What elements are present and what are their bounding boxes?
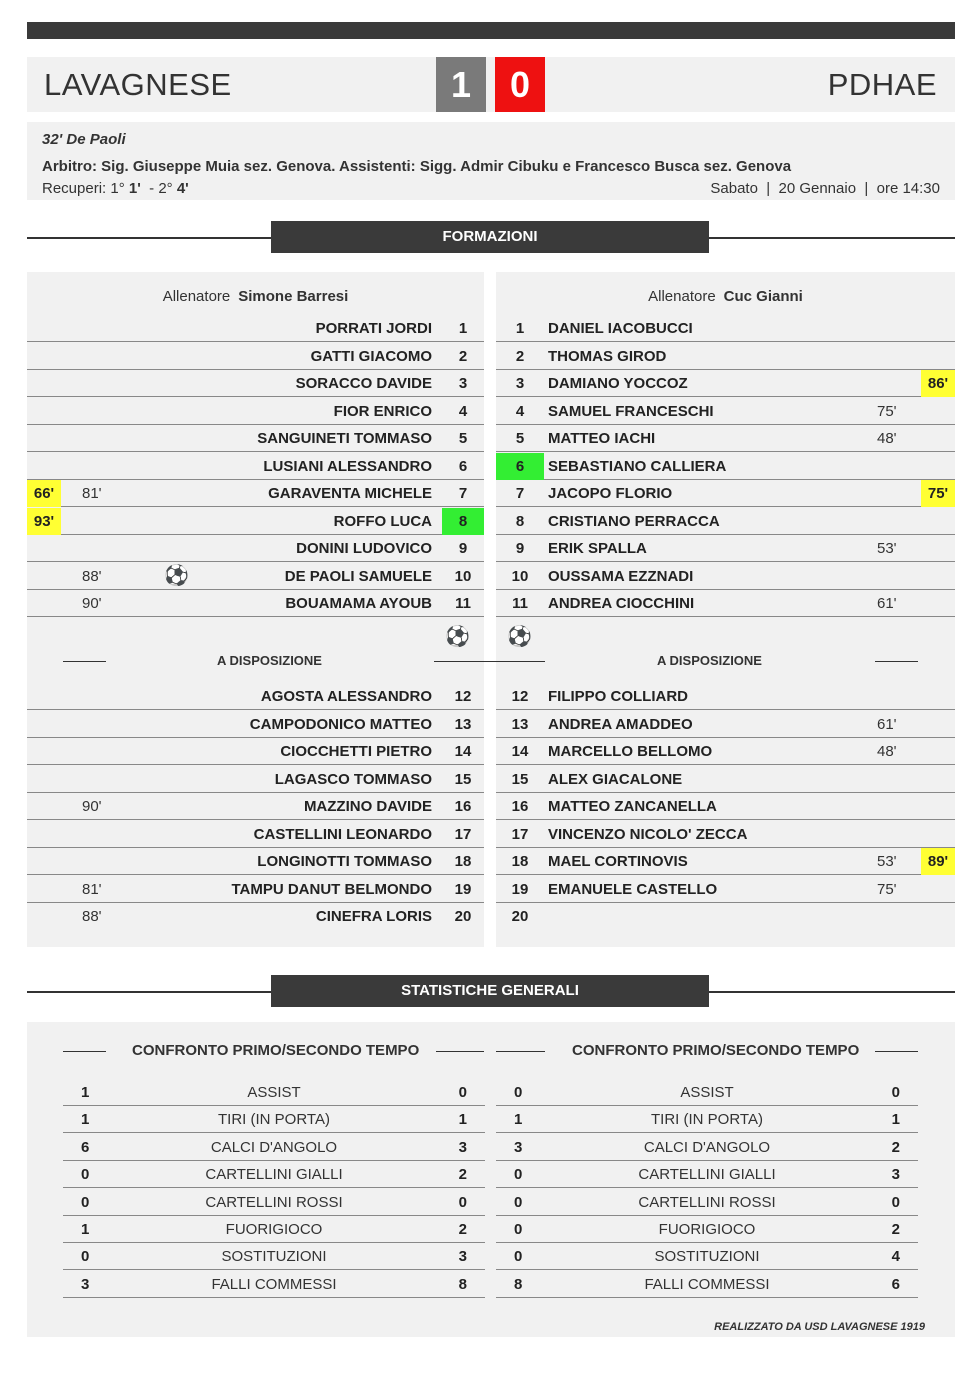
player-name: MATTEO IACHI: [548, 430, 656, 447]
home-bench-heading: A DISPOSIZIONE: [217, 653, 322, 668]
divider-dash: [875, 1051, 918, 1052]
stat-first-half: 1: [514, 1111, 523, 1129]
player-row: [496, 453, 955, 480]
stat-first-half: 0: [514, 1084, 523, 1101]
player-row: [496, 480, 955, 507]
player-number: 13: [454, 715, 472, 733]
substitution-minute: 88': [82, 567, 102, 585]
yellow-card-minute: 89': [921, 848, 955, 875]
substitution-minute: 61': [877, 595, 897, 612]
player-name: MARCELLO BELLOMO: [548, 743, 713, 760]
player-number: 8: [515, 512, 525, 530]
stat-row: [63, 1271, 485, 1298]
substitution-minute: 48': [877, 430, 897, 447]
player-number: 19: [511, 880, 529, 898]
player-number: 6: [496, 453, 544, 480]
home-score: 1: [436, 57, 486, 112]
stat-first-half: 6: [81, 1138, 90, 1156]
player-row: [27, 821, 484, 848]
player-name: ROFFO LUCA: [333, 512, 432, 530]
player-row: [27, 590, 484, 617]
player-name: DONINI LUDOVICO: [296, 540, 432, 557]
stat-label: FUORIGIOCO: [225, 1221, 323, 1238]
player-row: [496, 821, 955, 848]
player-row: [27, 848, 484, 875]
player-number: 3: [515, 375, 525, 392]
section-title-formazioni: FORMAZIONI: [271, 221, 709, 253]
stat-first-half: 0: [514, 1248, 523, 1266]
stat-first-half: 0: [81, 1248, 90, 1266]
center-divider: [434, 661, 545, 662]
stat-label: ASSIST: [247, 1084, 301, 1101]
player-row: [27, 793, 484, 820]
player-row: [27, 563, 484, 590]
substitution-minute: 53': [877, 540, 897, 557]
player-number: 4: [458, 402, 468, 420]
away-coach-label: Allenatore: [648, 288, 716, 305]
player-row: [27, 370, 484, 397]
goal-scorers: 32' De Paoli: [42, 131, 126, 148]
player-row: [496, 766, 955, 793]
player-number: 3: [458, 375, 468, 392]
player-number: 20: [454, 908, 472, 925]
stat-row: [63, 1189, 485, 1216]
added-time: [42, 180, 189, 197]
stat-row: [63, 1134, 485, 1161]
stat-row: [496, 1271, 918, 1298]
player-number: 9: [515, 540, 525, 557]
stat-first-half: 0: [514, 1166, 523, 1184]
stat-row: [496, 1079, 918, 1106]
stat-second-half: 3: [891, 1166, 900, 1184]
player-number: 13: [511, 715, 529, 733]
stat-first-half: 3: [514, 1138, 523, 1156]
player-row: [496, 903, 955, 930]
added-time-label: Recuperi: 1°: [42, 180, 125, 197]
stat-row: [496, 1243, 918, 1270]
player-row: [27, 453, 484, 480]
player-row: [496, 508, 955, 535]
player-number: 18: [454, 853, 472, 870]
added-time-sep: - 2°: [149, 180, 173, 197]
stat-first-half: 0: [514, 1193, 523, 1211]
player-row: [27, 343, 484, 370]
stat-first-half: 1: [81, 1084, 90, 1101]
home-team-name: LAVAGNESE: [44, 67, 232, 102]
away-lineup-panel: [496, 272, 955, 947]
player-number: 14: [511, 743, 529, 760]
player-number: 11: [512, 595, 528, 612]
stat-row: [63, 1106, 485, 1133]
player-name: PORRATI JORDI: [315, 320, 432, 337]
divider-dash: [496, 1051, 545, 1052]
away-bench-heading: A DISPOSIZIONE: [657, 653, 762, 668]
player-name: CAMPODONICO MATTEO: [249, 715, 432, 733]
player-number: 15: [454, 770, 472, 788]
added-time-first: 1': [128, 180, 141, 197]
player-row: [496, 398, 955, 425]
divider-dash: [63, 1051, 106, 1052]
player-name: FIOR ENRICO: [333, 402, 432, 420]
footer-credit: REALIZZATO DA USD LAVAGNESE 1919: [714, 1321, 925, 1333]
player-number: 18: [511, 853, 529, 870]
home-coach-label: Allenatore: [162, 288, 231, 305]
player-row: [27, 425, 484, 452]
substitution-minute: 88': [82, 908, 102, 925]
player-number: 10: [454, 567, 472, 585]
substitution-minute: 81': [82, 880, 102, 898]
player-number: 2: [515, 347, 525, 365]
player-row: [496, 370, 955, 397]
yellow-card-minute: 93': [27, 508, 61, 535]
stat-second-half: 4: [891, 1248, 900, 1266]
player-row: [27, 508, 484, 535]
player-number: 14: [454, 743, 472, 760]
player-number: 5: [515, 430, 525, 447]
player-row: [496, 590, 955, 617]
player-number: 5: [458, 430, 468, 447]
player-name: VINCENZO NICOLO' ZECCA: [548, 825, 748, 843]
player-name: SAMUEL FRANCESCHI: [548, 402, 714, 420]
player-name: GARAVENTA MICHELE: [268, 485, 432, 502]
stat-row: [63, 1161, 485, 1188]
divider-dash: [436, 1051, 484, 1052]
stat-first-half: 0: [514, 1221, 523, 1238]
player-row: [496, 848, 955, 875]
player-row: [27, 683, 484, 710]
stat-second-half: 3: [458, 1248, 467, 1266]
stat-row: [496, 1216, 918, 1243]
stat-second-half: 2: [891, 1138, 900, 1156]
player-name: CINEFRA LORIS: [315, 908, 432, 925]
player-row: [27, 738, 484, 765]
player-number: 17: [511, 825, 529, 843]
player-number: 1: [515, 320, 525, 337]
stat-label: TIRI (IN PORTA): [651, 1111, 763, 1129]
player-row: [496, 793, 955, 820]
player-row: [27, 480, 484, 507]
player-name: THOMAS GIROD: [548, 347, 667, 365]
stat-first-half: 3: [81, 1275, 90, 1293]
away-score: 0: [495, 57, 545, 112]
stat-second-half: 2: [891, 1221, 900, 1238]
yellow-card-minute: 75': [921, 480, 955, 507]
substitution-minute: 53': [877, 853, 897, 870]
stat-label: CARTELLINI ROSSI: [638, 1193, 776, 1211]
player-name: LUSIANI ALESSANDRO: [263, 457, 432, 475]
home-coach: [27, 288, 484, 305]
soccer-ball-icon: ⚽: [507, 626, 532, 648]
stat-row: [496, 1134, 918, 1161]
home-stats-heading: CONFRONTO PRIMO/SECONDO TEMPO: [132, 1042, 420, 1059]
stat-label: SOSTITUZIONI: [654, 1248, 760, 1266]
player-row: [27, 398, 484, 425]
player-number: 4: [515, 402, 525, 420]
player-number: 20: [511, 908, 529, 925]
player-number: 12: [454, 688, 472, 705]
player-name: ALEX GIACALONE: [548, 770, 683, 788]
player-name: ERIK SPALLA: [548, 540, 647, 557]
player-row: [27, 711, 484, 738]
player-name: DANIEL IACOBUCCI: [548, 320, 693, 337]
stat-label: TIRI (IN PORTA): [218, 1111, 330, 1129]
stats-panel: [27, 1022, 955, 1337]
section-title-statistiche: STATISTICHE GENERALI: [271, 975, 709, 1007]
match-info: [27, 122, 955, 200]
player-name: MATTEO ZANCANELLA: [548, 798, 717, 815]
player-row: [496, 711, 955, 738]
stat-label: CALCI D'ANGOLO: [210, 1138, 338, 1156]
stat-label: SOSTITUZIONI: [221, 1248, 327, 1266]
stat-first-half: 0: [81, 1193, 90, 1211]
stat-second-half: 3: [458, 1138, 467, 1156]
stat-first-half: 1: [81, 1111, 90, 1129]
player-number: 11: [455, 595, 471, 612]
player-name: OUSSAMA EZZNADI: [548, 567, 694, 585]
away-stats-heading: CONFRONTO PRIMO/SECONDO TEMPO: [572, 1042, 860, 1059]
player-number: 9: [458, 540, 468, 557]
away-team-name: PDHAE: [827, 67, 937, 102]
stat-row: [496, 1189, 918, 1216]
player-number: 15: [511, 770, 529, 788]
stat-row: [496, 1161, 918, 1188]
player-name: TAMPU DANUT BELMONDO: [231, 880, 432, 898]
substitution-minute: 90': [82, 595, 102, 612]
player-name: LAGASCO TOMMASO: [274, 770, 432, 788]
substitution-minute: 48': [877, 743, 897, 760]
stat-second-half: 6: [891, 1275, 900, 1293]
player-name: CIOCCHETTI PIETRO: [280, 743, 432, 760]
player-row: [27, 876, 484, 903]
stat-label: ASSIST: [680, 1084, 734, 1101]
player-number: 7: [515, 485, 525, 502]
stat-second-half: 0: [891, 1084, 900, 1101]
stat-label: FALLI COMMESSI: [644, 1275, 770, 1293]
top-bar: [27, 22, 955, 39]
player-row: [496, 315, 955, 342]
substitution-minute: 61': [877, 715, 897, 733]
player-name: AGOSTA ALESSANDRO: [260, 688, 432, 705]
player-name: FILIPPO COLLIARD: [548, 688, 688, 705]
player-name: DE PAOLI SAMUELE: [284, 567, 432, 585]
player-number: 7: [458, 485, 468, 502]
player-row: [496, 535, 955, 562]
player-name: ANDREA CIOCCHINI: [548, 595, 695, 612]
divider-dash: [875, 661, 918, 662]
player-row: [27, 315, 484, 342]
player-number: 2: [458, 347, 468, 365]
player-name: CRISTIANO PERRACCA: [548, 512, 720, 530]
match-date: Sabato | 20 Gennaio | ore 14:30: [710, 180, 940, 197]
stat-label: FUORIGIOCO: [658, 1221, 756, 1238]
player-row: [496, 738, 955, 765]
added-time-second: 4': [176, 180, 189, 197]
player-number: 1: [458, 320, 468, 337]
stat-label: CARTELLINI GIALLI: [638, 1166, 776, 1184]
stat-first-half: 1: [81, 1221, 90, 1238]
player-name: MAEL CORTINOVIS: [548, 853, 688, 870]
player-number: 10: [511, 567, 529, 585]
away-coach-name: Cuc Gianni: [723, 288, 803, 305]
player-name: JACOPO FLORIO: [548, 485, 673, 502]
stat-label: CALCI D'ANGOLO: [643, 1138, 771, 1156]
substitution-minute: 75': [877, 402, 897, 420]
player-number: 12: [511, 688, 529, 705]
stat-second-half: 2: [458, 1221, 467, 1238]
player-name: BOUAMAMA AYOUB: [285, 595, 432, 612]
stat-label: CARTELLINI GIALLI: [205, 1166, 343, 1184]
player-name: MAZZINO DAVIDE: [303, 798, 432, 815]
player-number: 19: [454, 880, 472, 898]
player-row: [496, 563, 955, 590]
yellow-card-minute: 86': [921, 370, 955, 397]
stat-second-half: 2: [458, 1166, 467, 1184]
player-name: ANDREA AMADDEO: [548, 715, 693, 733]
stat-second-half: 0: [458, 1084, 467, 1101]
stat-label: CARTELLINI ROSSI: [205, 1193, 343, 1211]
home-lineup-panel: [27, 272, 484, 947]
substitution-minute: 90': [82, 798, 102, 815]
player-name: SORACCO DAVIDE: [295, 375, 432, 392]
stat-first-half: 8: [514, 1275, 523, 1293]
stat-second-half: 1: [891, 1111, 900, 1129]
stat-row: [63, 1079, 485, 1106]
player-row: [496, 425, 955, 452]
player-number: 16: [511, 798, 529, 815]
stat-first-half: 0: [81, 1166, 90, 1184]
player-number: 17: [454, 825, 472, 843]
player-row: [27, 766, 484, 793]
player-name: LONGINOTTI TOMMASO: [257, 853, 432, 870]
player-number: 6: [458, 457, 468, 475]
scoreboard: [27, 57, 955, 112]
soccer-ball-icon: ⚽: [445, 626, 470, 648]
player-row: [496, 683, 955, 710]
player-number: 16: [454, 798, 472, 815]
referee-info: Arbitro: Sig. Giuseppe Muia sez. Genova. Assistenti: Sigg. Admir Cibuku e Francesco Busca sez. Genova: [42, 158, 792, 175]
player-row: [496, 876, 955, 903]
player-row: [27, 903, 484, 930]
away-coach: [496, 288, 955, 305]
goal-ball-icon: ⚽: [164, 564, 189, 587]
player-name: CASTELLINI LEONARDO: [253, 825, 432, 843]
stat-row: [496, 1106, 918, 1133]
stat-second-half: 1: [458, 1111, 467, 1129]
player-name: SANGUINETI TOMMASO: [257, 430, 432, 447]
stat-label: FALLI COMMESSI: [211, 1275, 337, 1293]
home-coach-name: Simone Barresi: [238, 288, 349, 305]
player-name: SEBASTIANO CALLIERA: [548, 457, 727, 475]
divider-dash: [63, 661, 106, 662]
substitution-minute: 75': [877, 880, 897, 898]
player-name: GATTI GIACOMO: [310, 347, 432, 365]
stat-row: [63, 1216, 485, 1243]
player-name: EMANUELE CASTELLO: [548, 880, 718, 898]
player-row: [496, 343, 955, 370]
stat-row: [63, 1243, 485, 1270]
player-row: [27, 535, 484, 562]
stat-second-half: 0: [458, 1193, 467, 1211]
stat-second-half: 8: [458, 1275, 467, 1293]
stat-second-half: 0: [891, 1193, 900, 1211]
yellow-card-minute: 66': [27, 480, 61, 507]
substitution-minute: 81': [82, 485, 102, 502]
player-number: 8: [442, 508, 484, 535]
player-name: DAMIANO YOCCOZ: [548, 375, 688, 392]
